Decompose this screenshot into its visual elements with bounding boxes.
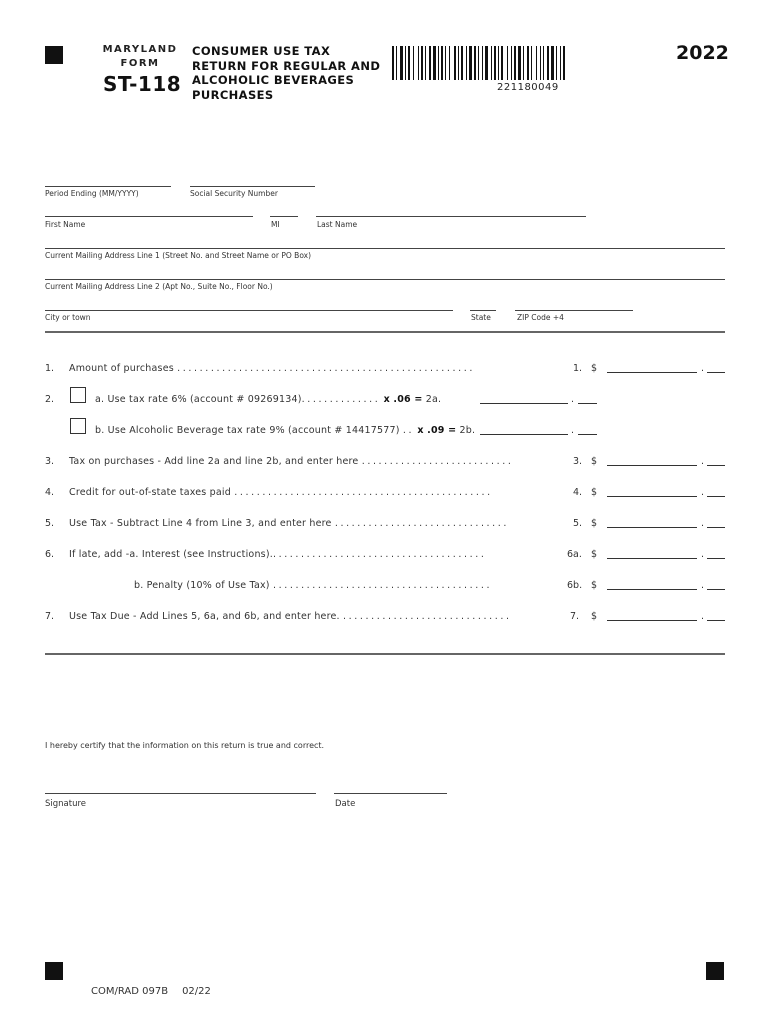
decimal-point: . (571, 425, 575, 436)
section-divider-bottom (45, 653, 725, 655)
certification-statement: I hereby certify that the information on this return is true and correct. (45, 741, 325, 750)
line-6a-description: If late, add -a. Interest (see Instructions)....................................... (69, 549, 487, 560)
line-number: 2. (45, 394, 55, 405)
line-5-dollars-field[interactable] (607, 527, 697, 528)
line-ref: 7. (570, 611, 580, 622)
line-ref: 6a. (567, 549, 582, 560)
line-2b-description: b. Use Alcoholic Beverage tax rate 9% (account # 14417577) .. x .09 = 2b. (95, 425, 476, 436)
line-6b-cents-field[interactable] (707, 589, 725, 590)
barcode (392, 46, 660, 80)
period-ending-label: Period Ending (MM/YYYY) (45, 189, 139, 198)
line-1-cents-field[interactable] (707, 372, 725, 373)
line-5-cents-field[interactable] (707, 527, 725, 528)
dollar-sign: $ (591, 363, 598, 374)
line-2b-cents-field[interactable] (578, 434, 597, 435)
address-line2-label: Current Mailing Address Line 2 (Apt No., Suite No., Floor No.) (45, 282, 273, 291)
line-3-dollars-field[interactable] (607, 465, 697, 466)
line-5-description: Use Tax - Subtract Line 4 from Line 3, and enter here ............................... (69, 518, 510, 529)
decimal-point: . (701, 549, 705, 560)
dollar-sign: $ (591, 611, 598, 622)
line-2b-checkbox[interactable] (70, 418, 86, 434)
decimal-point: . (571, 394, 575, 405)
city-field[interactable] (45, 310, 453, 311)
decimal-point: . (701, 518, 705, 529)
decimal-point: . (701, 363, 705, 374)
line-number: 4. (45, 487, 55, 498)
state-field[interactable] (470, 310, 496, 311)
form-revision: 02/22 (182, 986, 211, 997)
line-4-dollars-field[interactable] (607, 496, 697, 497)
line-2a-cents-field[interactable] (578, 403, 597, 404)
line-ref: 6b. (567, 580, 583, 591)
line-1-dollars-field[interactable] (607, 372, 697, 373)
line-4-description: Credit for out-of-state taxes paid .............................................. (69, 487, 493, 498)
line-6a-dollars-field[interactable] (607, 558, 697, 559)
line-2a-description: a. Use tax rate 6% (account # 09269134).............. x .06 = 2a. (95, 394, 442, 405)
line-3-cents-field[interactable] (707, 465, 725, 466)
registration-mark-top-left (45, 46, 63, 64)
zip-label: ZIP Code +4 (517, 313, 564, 322)
line-number: 5. (45, 518, 55, 529)
form-footer (91, 986, 225, 997)
form-number: ST-118 (103, 72, 182, 96)
barcode-number: 221180049 (497, 82, 559, 93)
period-ending-field[interactable] (45, 186, 171, 187)
line-7-description: Use Tax Due - Add Lines 5, 6a, and 6b, and enter here. .............................. (69, 611, 512, 622)
line-ref: 1. (573, 363, 583, 374)
line-3-description: Tax on purchases - Add line 2a and line 2b, and enter here ........................... (69, 456, 514, 467)
line-2a-checkbox[interactable] (70, 387, 86, 403)
form-word: FORM (120, 58, 160, 69)
first-name-label: First Name (45, 220, 86, 229)
mi-field[interactable] (270, 216, 298, 217)
line-2b-dollars-field[interactable] (480, 434, 568, 435)
dollar-sign: $ (591, 549, 598, 560)
line-4-cents-field[interactable] (707, 496, 725, 497)
section-divider-top (45, 331, 725, 333)
address-line1-field[interactable] (45, 248, 725, 249)
ssn-label: Social Security Number (190, 189, 278, 198)
ssn-field[interactable] (190, 186, 315, 187)
last-name-label: Last Name (317, 220, 358, 229)
decimal-point: . (701, 456, 705, 467)
registration-mark-bottom-left (45, 962, 63, 980)
line-ref: 4. (573, 487, 583, 498)
state-label: State (471, 313, 491, 322)
line-ref: 5. (573, 518, 583, 529)
decimal-point: . (701, 611, 705, 622)
line-number: 1. (45, 363, 55, 374)
dollar-sign: $ (591, 456, 598, 467)
line-6a-cents-field[interactable] (707, 558, 725, 559)
last-name-field[interactable] (316, 216, 586, 217)
line-number: 6. (45, 549, 55, 560)
line-1-description: Amount of purchases ..................................................... (69, 363, 475, 374)
line-7-cents-field[interactable] (707, 620, 725, 621)
address-line2-field[interactable] (45, 279, 725, 280)
line-ref: 3. (573, 456, 583, 467)
line-6b-description: b. Penalty (10% of Use Tax) ....................................... (134, 580, 493, 591)
state-label: MARYLAND (102, 44, 178, 55)
dollar-sign: $ (591, 487, 598, 498)
signature-label: Signature (45, 799, 87, 809)
form-title: CONSUMER USE TAX RETURN FOR REGULAR AND ALCOHOLIC BEVERAGES PURCHASES (192, 44, 381, 102)
registration-mark-bottom-right (706, 962, 724, 980)
tax-year: 2022 (676, 42, 729, 64)
decimal-point: . (701, 580, 705, 591)
mi-label: MI (271, 220, 280, 229)
date-field[interactable] (334, 793, 447, 794)
zip-field[interactable] (515, 310, 633, 311)
city-label: City or town (45, 313, 91, 322)
line-number: 7. (45, 611, 55, 622)
decimal-point: . (701, 487, 705, 498)
date-label: Date (335, 799, 356, 809)
address-line1-label: Current Mailing Address Line 1 (Street No. and Street Name or PO Box) (45, 251, 312, 260)
dollar-sign: $ (591, 580, 598, 591)
dollar-sign: $ (591, 518, 598, 529)
first-name-field[interactable] (45, 216, 253, 217)
line-2a-dollars-field[interactable] (480, 403, 568, 404)
line-6b-dollars-field[interactable] (607, 589, 697, 590)
line-7-dollars-field[interactable] (607, 620, 697, 621)
line-number: 3. (45, 456, 55, 467)
signature-field[interactable] (45, 793, 316, 794)
form-code: COM/RAD 097B (91, 986, 169, 997)
